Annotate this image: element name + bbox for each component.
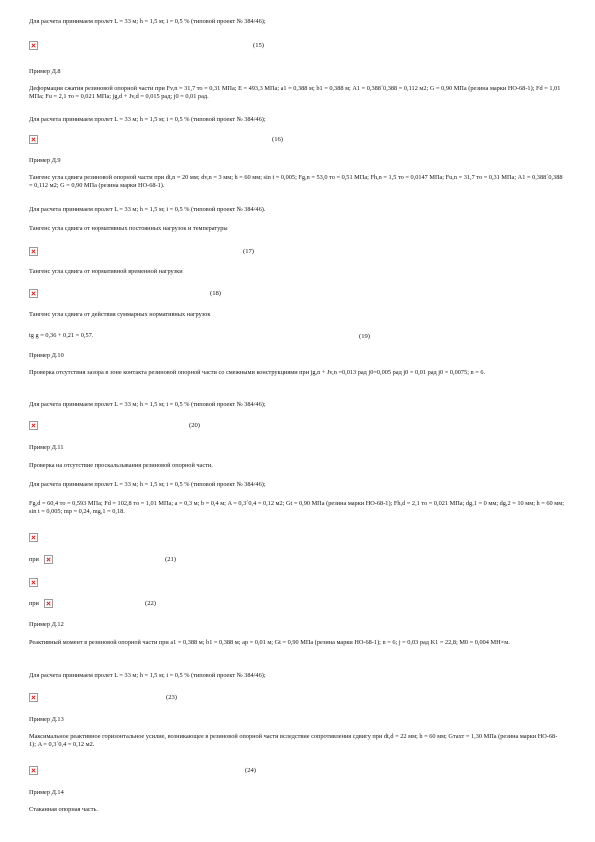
- broken-image-icon: [29, 766, 38, 775]
- text-line: Тангенс угла сдвига от нормативных постоянных нагрузок и температуры: [29, 225, 228, 232]
- broken-image-icon: [29, 135, 38, 144]
- paragraph: Деформация сжатия резиновой опорной части при Fv,n = 31,7 то = 0,31 МПа; E = 493,3 МПа; a1 = 0,388 м; b1 = 0,388 м; A1 = 0,388´0,388 = 0,112 м2; G = 0,90 МПа (резина марки НО-68-1); Fd = 1,01 МПа; Fu = 2,1 то = 0,021 МПа; jg,d + Jv,d = 0,015 рад; j0 = 0,01 рад.: [29, 85, 561, 100]
- equation-23: [29, 693, 564, 705]
- equation-17: [29, 247, 564, 259]
- text-line: Для расчета принимаем пролет L = 33 м; h = 1,5 м; i = 0,5 % (типовой проект № 384/46);: [29, 481, 266, 488]
- paragraph: Максимальное реактивное горизонтальное усилие, возникающее в резиновой опорной части вследствие сопротивления сдвигу при dt,d = 22 мм; h = 60 мм; Gтахт = 1,30 МПа (резина марки НО-68-1); A = 0,3´0,4 = 0,12 м2.: [29, 733, 558, 748]
- text-line: Для расчета принимаем пролет L = 33 м; h = 1,5 м; i = 0,5 % (типовой проект № 384/46);: [29, 401, 266, 408]
- equation-number: (16): [272, 136, 283, 143]
- example-heading: Пример Д.11: [29, 444, 64, 451]
- text-line: Для расчета принимаем пролет L = 33 м; h = 1,5 м; i = 0,5 % (типовой проект № 384/46);: [29, 116, 266, 123]
- example-heading: Пример Д.8: [29, 68, 61, 75]
- equation-number: (17): [243, 248, 254, 255]
- equation-number: (19): [359, 333, 370, 340]
- equation-number: (21): [165, 556, 176, 563]
- broken-image-icon: [29, 41, 38, 50]
- equation-22: [29, 599, 564, 611]
- broken-image: [29, 578, 564, 590]
- example-heading: Пример Д.10: [29, 352, 64, 359]
- equation-prefix: при: [29, 600, 39, 607]
- equation-prefix: при: [29, 556, 39, 563]
- text-line: Тангенс угла сдвига от нормативной временной нагрузки: [29, 268, 183, 275]
- broken-image-icon: [29, 289, 38, 298]
- equation-number: (18): [210, 290, 221, 297]
- text-line: Для расчета принимаем пролет L = 33 м; h = 1,5 м; i = 0,5 % (типовой проект № 384/46);: [29, 18, 266, 25]
- text-line: Стаканная опорная часть.: [29, 806, 98, 813]
- equation-15: [29, 41, 564, 53]
- equation-18: [29, 289, 564, 301]
- equation-number: (15): [253, 42, 264, 49]
- broken-image: [29, 533, 564, 545]
- example-heading: Пример Д.13: [29, 716, 64, 723]
- paragraph: Реактивный момент в резиновой опорной части при a1 = 0,388 м; b1 = 0,388 м; ap = 0,01 м; Gt = 0,90 МПа (резина марки НО-68-1); n = 6; j = 0,03 рад K1 = 22,8; M0 = 0,004 МН×м.: [29, 639, 510, 646]
- text-line: Для расчета принимаем пролет L = 33 м; h = 1,5 м; i = 0,5 % (типовой проект № 384/46).: [29, 206, 266, 213]
- broken-image-icon: [29, 533, 38, 542]
- equation-number: (23): [166, 694, 177, 701]
- broken-image-icon: [29, 421, 38, 430]
- equation-24: [29, 766, 564, 778]
- text-line: Для расчета принимаем пролет L = 33 м; h = 1,5 м; i = 0,5 % (типовой проект № 384/46);: [29, 672, 266, 679]
- equation-19: [29, 332, 564, 344]
- example-heading: Пример Д.9: [29, 157, 61, 164]
- text-line: Проверка на отсутствие проскальзывания резиновой опорной части.: [29, 462, 213, 469]
- equation-number: (22): [145, 600, 156, 607]
- paragraph: Проверка отсутствия зазора в зоне контакта резиновой опорной части со смежными конструкциями при jg,n + Jv,n =0,013 рад j0=0,005 рад j0 = 0,01 рад j0 = 0,0075; n = 6.: [29, 369, 486, 376]
- text-line: Тангенс угла сдвига от действия суммарных нормативных нагрузок: [29, 311, 211, 318]
- paragraph: Fg,d = 60,4 то = 0,593 МПа; Fd = 102,8 то = 1,01 МПа; a = 0,3 м; b = 0,4 м; A = 0,3´0,4 = 0,12 м2; Gt = 0,90 МПа (резина марки НО-68-1); Fh,d = 2,1 то = 0,021 МПа; dg,1 = 0 мм; dg,2 = 10 мм; h = 60 мм; sin t = 0,005; mp = 0,24, mg,1 = 0,18.: [29, 500, 564, 515]
- example-heading: Пример Д.14: [29, 789, 64, 796]
- broken-image-icon: [29, 693, 38, 702]
- equation-16: [29, 135, 564, 147]
- broken-image-icon: [29, 247, 38, 256]
- broken-image-icon: [29, 578, 38, 587]
- paragraph: Тангенс угла сдвига резиновой опорной части при dt,n = 20 мм; dv,n = 3 мм; h = 60 мм; sin t = 0,005; Fg,n = 53,0 то = 0,51 МПа; Fh,n = 1,5 то = 0,0147 МПа; Fu,n = 31,7 то = 0,31 МПа; A1 = 0,388´0,388 = 0,112 м2; G = 0,90 МПа (резина марки НО-68-1).: [29, 174, 563, 189]
- broken-image-icon: [44, 599, 53, 608]
- equation-21: [29, 555, 564, 567]
- equation-text: tg g = 0,36 + 0,21 = 0,57.: [29, 332, 94, 339]
- example-heading: Пример Д.12: [29, 621, 64, 628]
- equation-number: (24): [245, 767, 256, 774]
- equation-20: [29, 421, 564, 433]
- equation-number: (20): [189, 422, 200, 429]
- broken-image-icon: [44, 555, 53, 564]
